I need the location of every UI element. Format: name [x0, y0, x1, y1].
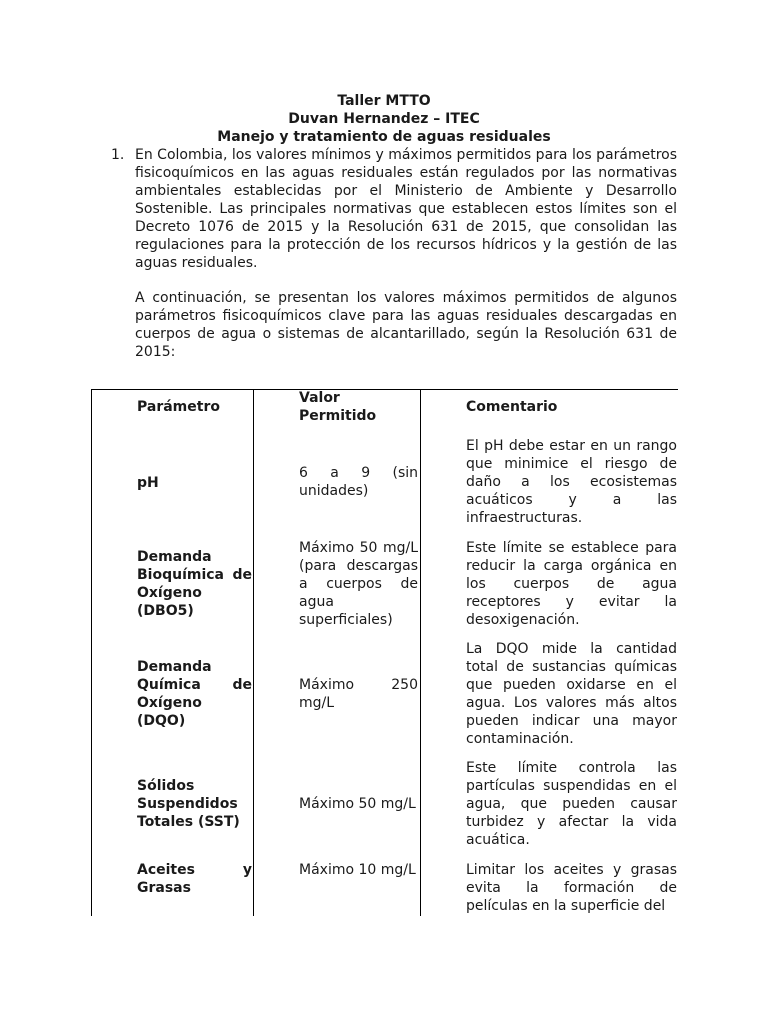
table-header-comment: Comentario	[466, 399, 558, 415]
document-heading	[90, 92, 678, 146]
table-row-comment: El pH debe estar en un rango que minimice el riesgo de daño a los ecosistemas acuáticos y a las infraestructuras.	[466, 438, 677, 526]
table-row-comment: Limitar los aceites y grasas evita la formación de películas en la superficie del	[466, 862, 677, 914]
table-row-parameter: Sólidos Suspendidos Totales (SST)	[137, 778, 240, 830]
table-row-parameter: pH	[137, 475, 159, 491]
table-row-parameter: Demanda Química de Oxígeno (DQO)	[137, 659, 252, 729]
heading-topic: Manejo y tratamiento de aguas residuales	[217, 129, 551, 145]
table-row-comment: Este límite controla las partículas suspendidas en el agua, que pueden causar turbidez y afectar la vida acuática.	[466, 760, 677, 848]
list-item-number: 1.	[111, 147, 125, 163]
heading-author: Duvan Hernandez – ITEC	[288, 111, 480, 127]
table-row-comment: Este límite se establece para reducir la carga orgánica en los cuerpos de agua receptores y evitar la desoxigenación.	[466, 540, 677, 628]
table-row-parameter: Demanda Bioquímica de Oxígeno (DBO5)	[137, 549, 252, 619]
table-header-parameter: Parámetro	[137, 399, 220, 415]
table-row-value: 6 a 9 (sin unidades)	[299, 465, 418, 499]
table-row-comment: La DQO mide la cantidad total de sustancias químicas que pueden oxidarse en el agua. Los valores más altos pueden indicar una mayor contaminación.	[466, 641, 677, 747]
table-header-value: Valor Permitido	[299, 390, 377, 424]
table-row-value: Máximo 10 mg/L	[299, 862, 416, 878]
table-row-value: Máximo 50 mg/L	[299, 796, 416, 812]
table-row-value: Máximo 50 mg/L (para descargas a cuerpos de agua superficiales)	[299, 540, 418, 628]
heading-course: Taller MTTO	[337, 93, 431, 109]
table-intro-paragraph: A continuación, se presentan los valores máximos permitidos de algunos parámetros fisicoquímicos clave para las aguas residuales descargadas en cuerpos de agua o sistemas de alcantarillado, según la Resolución 631 de 2015:	[135, 290, 677, 360]
table-left-border	[91, 389, 92, 916]
intro-paragraph: En Colombia, los valores mínimos y máximos permitidos para los parámetros fisicoquímicos en las aguas residuales están regulados por las normativas ambientales establecidas por el Ministerio de Ambiente y Desarrollo Sostenible. Las principales normativas que establecen estos límites son el Decreto 1076 de 2015 y la Resolución 631 de 2015, que consolidan las regulaciones para la protección de los recursos hídricos y la gestión de las aguas residuales.	[135, 147, 677, 271]
table-column-divider	[253, 389, 254, 916]
table-row-parameter: Aceites y Grasas	[137, 862, 252, 896]
table-row-value: Máximo 250 mg/L	[299, 677, 418, 711]
table-column-divider	[420, 389, 421, 916]
